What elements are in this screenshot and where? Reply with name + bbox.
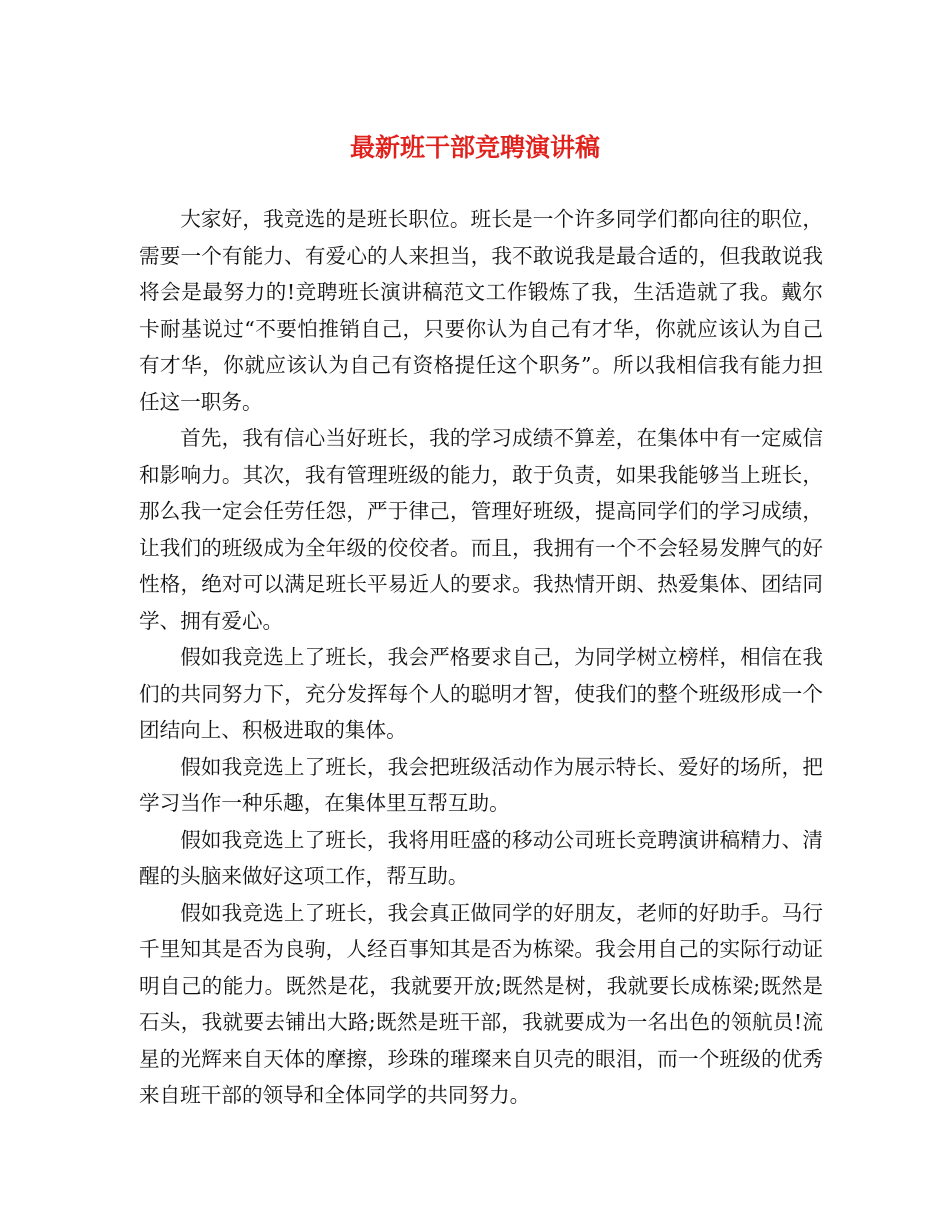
paragraph-4: 假如我竞选上了班长，我会把班级活动作为展示特长、爱好的场所，把学习当作一种乐趣，在集体里互帮互助。 — [139, 754, 823, 815]
paragraph-3: 假如我竞选上了班长，我会严格要求自己，为同学树立榜样，相信在我们的共同努力下，充分发挥每个人的聪明才智，使我们的整个班级形成一个团结向上、积极进取的集体。 — [139, 645, 823, 742]
paragraph-1: 大家好，我竞选的是班长职位。班长是一个许多同学们都向往的职位，需要一个有能力、有爱心的人来担当，我不敢说我是最合适的，但我敢说我将会是最努力的!竞聘班长演讲稿范文工作锻炼了我，生活造就了我。戴尔卡耐基说过“不要怕推销自己，只要你认为自己有才华，你就应该认为自己有才华，你就应该认为自己有资格提任这个职务”。所以我相信我有能力担任这一职务。 — [139, 207, 823, 414]
document-body — [139, 201, 823, 1114]
document-title: 最新班干部竞聘演讲稿 — [349, 133, 600, 162]
paragraph-2: 首先，我有信心当好班长，我的学习成绩不算差，在集体中有一定威信和影响力。其次，我有管理班级的能力，敢于负责，如果我能够当上班长，那么我一定会任劳任怨，严于律己，管理好班级，提高同学们的学习成绩，让我们的班级成为全年级的佼佼者。而且，我拥有一个不会轻易发脾气的好性格，绝对可以满足班长平易近人的要求。我热情开朗、热爱集体、团结同学、拥有爱心。 — [139, 426, 823, 633]
paragraph-6: 假如我竞选上了班长，我会真正做同学的好朋友，老师的好助手。马行千里知其是否为良驹，人经百事知其是否为栋梁。我会用自己的实际行动证明自己的能力。既然是花，我就要开放;既然是树，我就要长成栋梁;既然是石头，我就要去铺出大路;既然是班干部，我就要成为一名出色的领航员!流星的光辉来自天体的摩擦，珍珠的璀璨来自贝壳的眼泪，而一个班级的优秀来自班干部的领导和全体同学的共同努力。 — [139, 900, 823, 1107]
paragraph-5: 假如我竞选上了班长，我将用旺盛的移动公司班长竞聘演讲稿精力、清醒的头脑来做好这项工作，帮互助。 — [139, 827, 823, 888]
